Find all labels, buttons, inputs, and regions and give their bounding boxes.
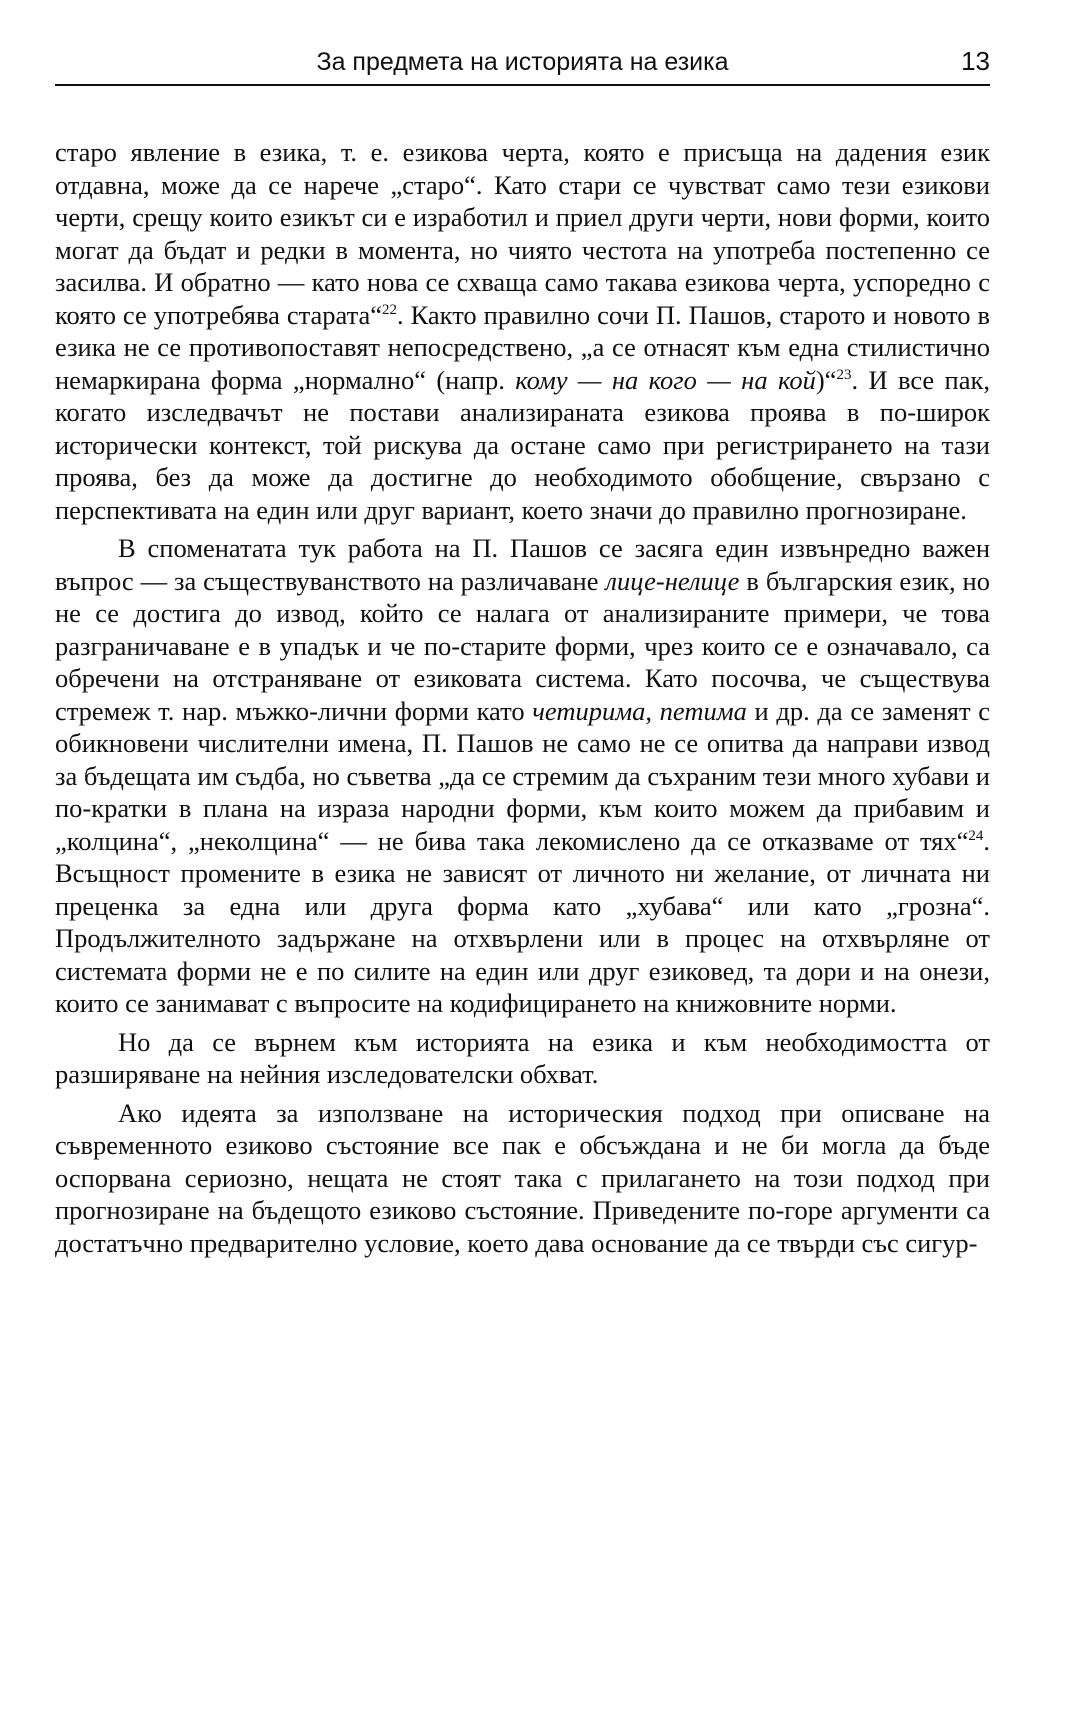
paragraph-4 bbox=[55, 1097, 990, 1260]
text-run: . И все пак, когато изследвачът не постави анализираната езикова проява в по-широк исторически контекст, той рискува да остане само при регистрирането на тази проява, без да може да достигне до необходимото обобщение, свързано с перспективата на един или друг вариант, което значи до правилно прогнозиране. bbox=[55, 364, 990, 525]
running-title: За предмета на историята на езика bbox=[316, 48, 729, 76]
text-run: в българския език, но не се достига до извод, който се налага от анализираните примери, че това разграничаване е в упадък и че по-старите форми, чрез които се е означавало, са обречени на отстраняване от езиковата система. Като посочва, че съществува стремеж т. нар. мъжко-лични форми като bbox=[55, 565, 990, 726]
running-header bbox=[55, 40, 990, 86]
book-page bbox=[55, 40, 990, 1265]
paragraph-2 bbox=[55, 532, 990, 1020]
text-run: и др. да се заменят с обикновени числителни имена, П. Пашов не само не се опитва да направи извод за бъдещата им съдба, но съветва „да се стремим да съхраним тези много хубави и по-кратки в плана на израза народни форми, към които можем да прибавим и „колцина“, „неколцина“ — не бива така лекомислено да се отказваме от тях“ bbox=[55, 695, 990, 856]
paragraph-1 bbox=[55, 136, 990, 526]
text-run: . Както правилно сочи П. Пашов, старото и новото в езика не се противопоставят непосредствено, „а се отнасят към една стилистично немаркирана форма „нормално“ (напр. bbox=[55, 299, 990, 395]
footnote-ref: 23 bbox=[836, 366, 852, 383]
italic-term: четирима, петима bbox=[532, 695, 747, 726]
text-run: . Всъщност промените в езика не зависят от личното ни желание, от личната ни преценка за една или друга форма като „хубава“ или като „грозна“. Продължителното задържане на отхвърлени или в процес на отхвърляне от системата форми не е по силите на един или друг езиковед, та дори и на онези, които се занимават с въпросите на кодифицирането на книжовните норми. bbox=[55, 825, 990, 1018]
text-run: В споменатата тук работа на П. Пашов се засяга един извънредно важен въпрос — за съществуванството на различаване bbox=[55, 533, 990, 596]
paragraph-3 bbox=[55, 1026, 990, 1091]
italic-term: лице-нелице bbox=[605, 565, 740, 596]
body-text bbox=[55, 136, 990, 1259]
page-number: 13 bbox=[961, 46, 990, 76]
text-run: старо явление в езика, т. е. езикова черта, която е присъща на дадения език отдавна, може да се нарече „старо“. Като стари се чувстват само тези езикови черти, срещу които езикът си е изработил и приел други черти, нови форми, които могат да бъдат и редки в момента, но чиято честота на употреба постепенно се засилва. И обратно — като нова се схваща само такава езикова черта, успоредно с която се употребява старата“ bbox=[55, 137, 990, 330]
footnote-ref: 22 bbox=[382, 301, 398, 318]
text-run: Но да се върнем към историята на езика и към необходимостта от разширяване на нейния изследователски обхват. bbox=[55, 1026, 990, 1089]
italic-term: кому — на кого — на кой bbox=[515, 364, 816, 395]
text-run: Ако идеята за използване на историческия подход при описване на съвременното езиково състояние все пак е обсъждана и не би могла да бъде оспорвана сериозно, нещата не стоят така с прилагането на този подход при прогнозиране на бъдещото езиково състояние. Приведените по-горе аргументи са достатъчно предварително условие, което дава основание да се твърди със сигур- bbox=[55, 1097, 990, 1258]
text-run: )“ bbox=[815, 364, 837, 395]
footnote-ref: 24 bbox=[968, 827, 984, 844]
